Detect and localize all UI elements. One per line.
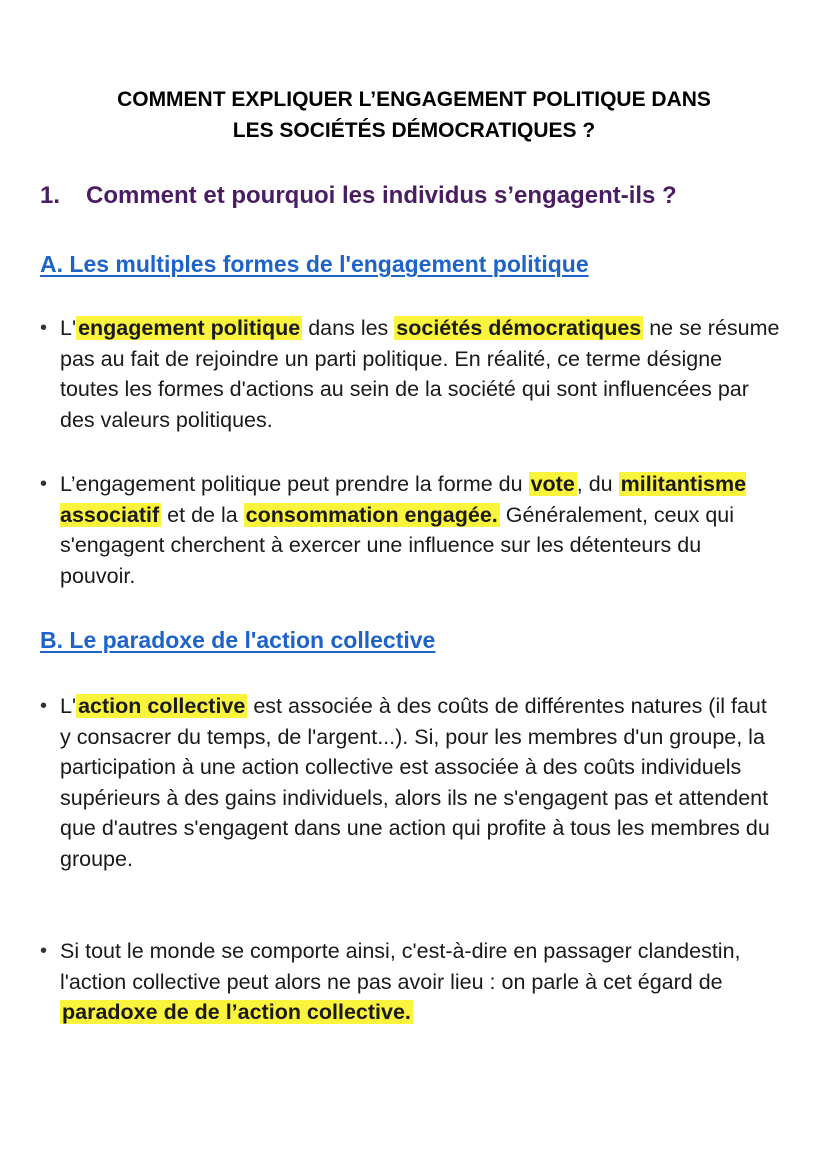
highlighted-term: sociétés démocratiques: [396, 316, 642, 340]
document-title: [40, 84, 788, 146]
text-segment: L': [60, 694, 77, 718]
bullet-item: [40, 313, 780, 435]
section-a-heading: A. Les multiples formes de l'engagement politique: [40, 251, 589, 277]
bullet-text: [60, 469, 780, 591]
bullet-text: [60, 313, 780, 435]
bullet-icon: •: [40, 473, 48, 495]
bullet-item: [40, 936, 780, 1028]
bullet-text: [60, 691, 780, 874]
highlighted-term: consommation engagée.: [245, 502, 498, 527]
bullet-icon: •: [40, 317, 48, 339]
text-segment: Si tout le monde se comporte ainsi, c'est-à-dire en passager clandestin, l'action collective peut alors ne pas avoir lieu : on parle à cet égard de: [60, 939, 741, 994]
section-b-heading: B. Le paradoxe de l'action collective: [40, 627, 436, 653]
bullet-icon: •: [40, 695, 48, 717]
document-title-line-2: LES SOCIÉTÉS DÉMOCRATIQUES ?: [232, 119, 596, 142]
bullet-item: [40, 691, 780, 874]
main-heading-text: Comment et pourquoi les individus s’engagent-ils ?: [86, 182, 677, 209]
text-segment: ne se résume pas au fait de rejoindre un parti politique. En réalité, ce terme désigne toutes les formes d'actions au sein de la société qui sont influencées par des valeurs politiques.: [60, 316, 780, 432]
text-segment: Généralement, ceux qui s'engagent cherchent à exercer une influence sur les détenteurs du pouvoir.: [60, 502, 735, 588]
main-heading-number: 1.: [40, 182, 61, 209]
text-segment: dans les: [302, 316, 395, 340]
highlighted-term: paradoxe de de l’action collective.: [62, 1000, 411, 1024]
bullet-item: [40, 469, 780, 591]
bullet-icon: •: [40, 940, 48, 962]
highlighted-term: militantisme associatif: [60, 472, 747, 527]
text-segment: L’engagement politique peut prendre la forme du: [60, 472, 529, 496]
highlighted-term: vote: [530, 472, 575, 496]
main-heading: [40, 180, 800, 212]
highlighted-term: engagement politique: [78, 316, 301, 340]
text-segment: et de la: [161, 502, 244, 527]
text-segment: , du: [576, 472, 619, 496]
highlighted-term: action collective: [78, 694, 246, 718]
bullet-text: [60, 936, 780, 1028]
text-segment: est associée à des coûts de différentes natures (il faut y consacrer du temps, de l'argent...). Si, pour les membres d'un groupe, la participation à une action collective est associée à des coûts individuels supérieurs à des gains individuels, alors ils ne s'engagent pas et attendent que d'autres s'engagent dans une action qui profite à tous les membres du groupe.: [60, 694, 770, 871]
text-segment: L': [60, 316, 77, 340]
document-title-line-1: COMMENT EXPLIQUER L’ENGAGEMENT POLITIQUE DANS: [117, 88, 711, 111]
